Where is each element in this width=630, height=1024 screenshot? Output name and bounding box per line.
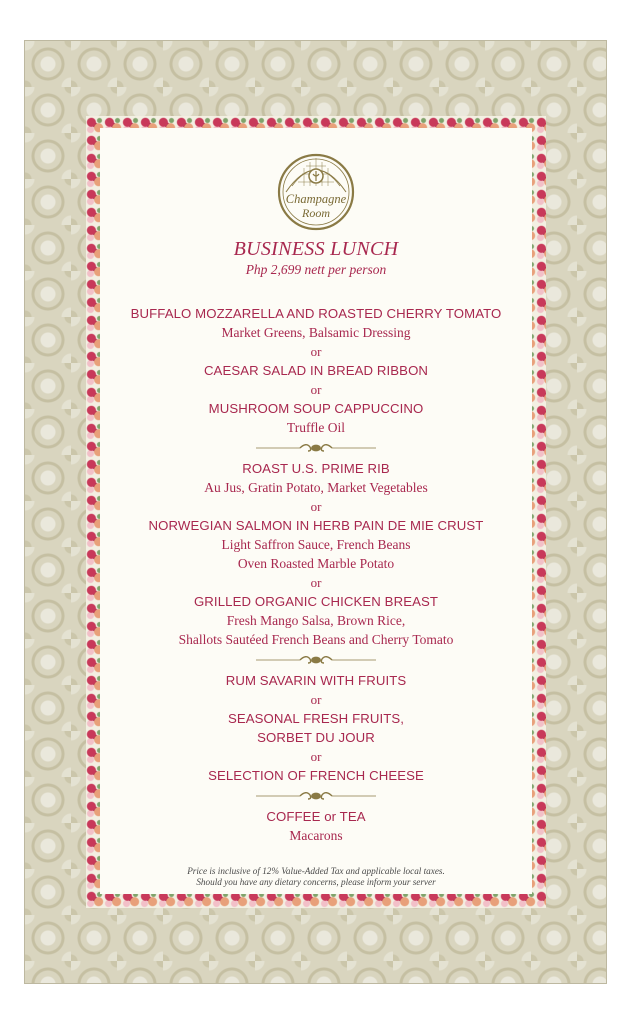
dish-detail: Market Greens, Balsamic Dressing [221,325,411,340]
ornamental-scroll-divider-icon [254,653,378,667]
dish-name: BUFFALO MOZZARELLA AND ROASTED CHERRY TOMATO [130,306,502,321]
dish-name: SEASONAL FRESH FRUITS, [227,711,405,726]
dish-name: COFFEE or TEA [266,809,366,824]
logo-line1: Champagne [285,192,347,206]
dish-detail: Shallots Sautéed French Beans and Cherry Tomato [178,632,454,647]
menu-title: BUSINESS LUNCH [233,238,399,260]
dish-name: SELECTION OF FRENCH CHEESE [208,768,424,783]
or-separator: or [310,344,322,359]
ornamental-scroll-divider-icon [254,789,378,803]
menu-courses [100,304,532,845]
or-separator: or [310,749,322,764]
main-course [100,459,532,649]
logo-line2: Room [302,206,330,220]
dish-name: ROAST U.S. PRIME RIB [242,461,390,476]
dish-detail: Light Saffron Sauce, French Beans [221,537,411,552]
or-separator: or [310,499,322,514]
dietary-notice-line: Should you have any dietary concerns, please inform your server [196,877,436,887]
tax-notice-line: Price is inclusive of 12% Value-Added Tax and applicable local taxes. [187,866,445,876]
menu-card [100,128,532,894]
starter-course [100,304,532,437]
dish-detail: Macarons [289,828,343,843]
floral-border [86,116,546,908]
dish-name: NORWEGIAN SALMON IN HERB PAIN DE MIE CRUST [148,518,484,533]
dish-name: GRILLED ORGANIC CHICKEN BREAST [193,594,439,609]
or-separator: or [310,382,322,397]
dish-detail: Au Jus, Gratin Potato, Market Vegetables [204,480,428,495]
dish-name: MUSHROOM SOUP CAPPUCCINO [208,401,424,416]
dish-name: RUM SAVARIN WITH FRUITS [225,673,407,688]
menu-price: Php 2,699 nett per person [245,262,387,277]
tax-notice [100,866,532,888]
ornamental-scroll-divider-icon [254,441,378,455]
dish-detail: Fresh Mango Salsa, Brown Rice, [226,613,406,628]
champagne-room-crest-icon [276,152,356,234]
dish-name: CAESAR SALAD IN BREAD RIBBON [203,363,429,378]
dish-detail: Oven Roasted Marble Potato [237,556,395,571]
or-separator: or [310,575,322,590]
or-separator: or [310,692,322,707]
dessert-course [100,671,532,785]
beverage-course [100,807,532,845]
dish-name: SORBET DU JOUR [257,730,375,745]
dish-detail: Truffle Oil [286,420,346,435]
